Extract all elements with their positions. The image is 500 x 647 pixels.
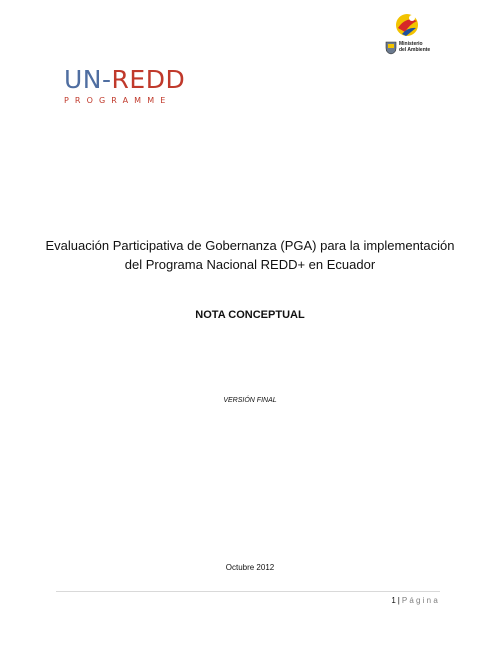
logo-redd: REDD — [111, 65, 186, 94]
un-redd-logo — [64, 66, 185, 105]
page-footer — [391, 596, 440, 605]
title-line-1: Evaluación Participativa de Gobernanza (PGA) para la implementación — [45, 238, 455, 253]
ministry-line-1: Ministerio — [399, 41, 423, 47]
footer-separator: | — [397, 596, 400, 605]
ministry-logo — [383, 12, 433, 58]
ministry-name — [399, 41, 430, 53]
ecuador-ministry-emblem-icon — [392, 12, 422, 38]
logo-un: UN- — [64, 65, 112, 94]
title-line-2: del Programa Nacional REDD+ en Ecuador — [124, 257, 376, 272]
ministry-line-2: del Ambiente — [399, 47, 431, 53]
page-number: 1 — [391, 596, 396, 605]
footer-divider — [56, 591, 440, 592]
logo-main-text — [64, 66, 185, 94]
document-date: Octubre 2012 — [225, 563, 275, 572]
logo-programme: PROGRAMME — [64, 96, 172, 105]
document-heading: NOTA CONCEPTUAL — [195, 309, 305, 321]
document-title — [40, 236, 460, 274]
version-label: VERSIÓN FINAL — [223, 397, 277, 404]
page-word: Página — [401, 596, 440, 605]
shield-icon — [385, 41, 397, 55]
